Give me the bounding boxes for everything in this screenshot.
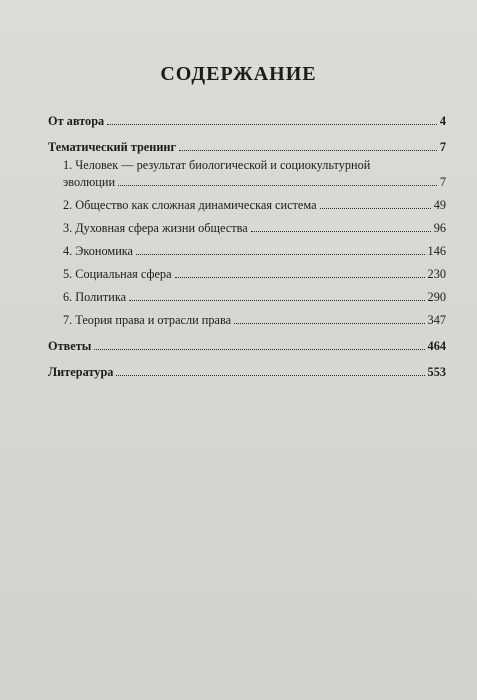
toc-entry-label: Ответы	[48, 339, 92, 353]
dot-leader	[136, 254, 425, 255]
dot-leader	[118, 185, 437, 186]
toc-entry-page: 553	[427, 365, 446, 379]
toc-entry-literature	[48, 361, 446, 380]
toc-entry-chapter-1	[48, 158, 446, 190]
toc-entry-answers	[48, 335, 446, 354]
toc-entry-page: 96	[433, 221, 446, 235]
toc-entry-page: 7	[439, 175, 446, 189]
toc-entry-label: От автора	[48, 114, 105, 128]
toc-entry-chapter-4	[48, 240, 446, 259]
toc-entry-chapter-7	[48, 309, 446, 328]
toc-entry-author	[48, 110, 446, 129]
toc-entry-page: 347	[427, 313, 446, 327]
page-title: СОДЕРЖАНИЕ	[160, 63, 317, 85]
toc-entry-label: 6. Политика	[63, 290, 127, 304]
dot-leader	[320, 208, 431, 209]
dot-leader	[129, 300, 424, 301]
toc-entry-label-line2: эволюции	[63, 175, 116, 189]
toc-entry-label: 2. Общество как сложная динамическая система	[63, 198, 317, 212]
dot-leader	[234, 323, 424, 324]
dot-leader	[94, 349, 424, 350]
toc-entry-label: 3. Духовная сфера жизни общества	[63, 221, 248, 235]
toc-entry-label: 7. Теория права и отрасли права	[63, 313, 232, 327]
toc-entry-label: Тематический тренинг	[48, 140, 177, 154]
dot-leader	[175, 277, 425, 278]
table-of-contents	[48, 110, 446, 380]
dot-leader	[107, 124, 437, 125]
toc-entry-page: 290	[427, 290, 446, 304]
toc-entry-page: 230	[427, 267, 446, 281]
dot-leader	[251, 231, 431, 232]
toc-entry-label: Литература	[48, 365, 114, 379]
toc-entry-label: 5. Социальная сфера	[63, 267, 172, 281]
dot-leader	[116, 375, 424, 376]
toc-entry-label: 4. Экономика	[63, 244, 134, 258]
toc-entry-page: 146	[427, 244, 446, 258]
toc-entry-label-line1: 1. Человек — результат биологической и социокультурной	[63, 158, 371, 172]
toc-entry-page: 7	[439, 140, 446, 154]
toc-entry-page: 464	[427, 339, 446, 353]
toc-entry-page: 4	[439, 114, 446, 128]
toc-entry-chapter-5	[48, 263, 446, 282]
dot-leader	[179, 150, 437, 151]
toc-entry-chapter-6	[48, 286, 446, 305]
toc-entry-training	[48, 136, 446, 155]
toc-entry-page: 49	[433, 198, 446, 212]
toc-entry-chapter-3	[48, 217, 446, 236]
toc-entry-chapter-2	[48, 194, 446, 213]
